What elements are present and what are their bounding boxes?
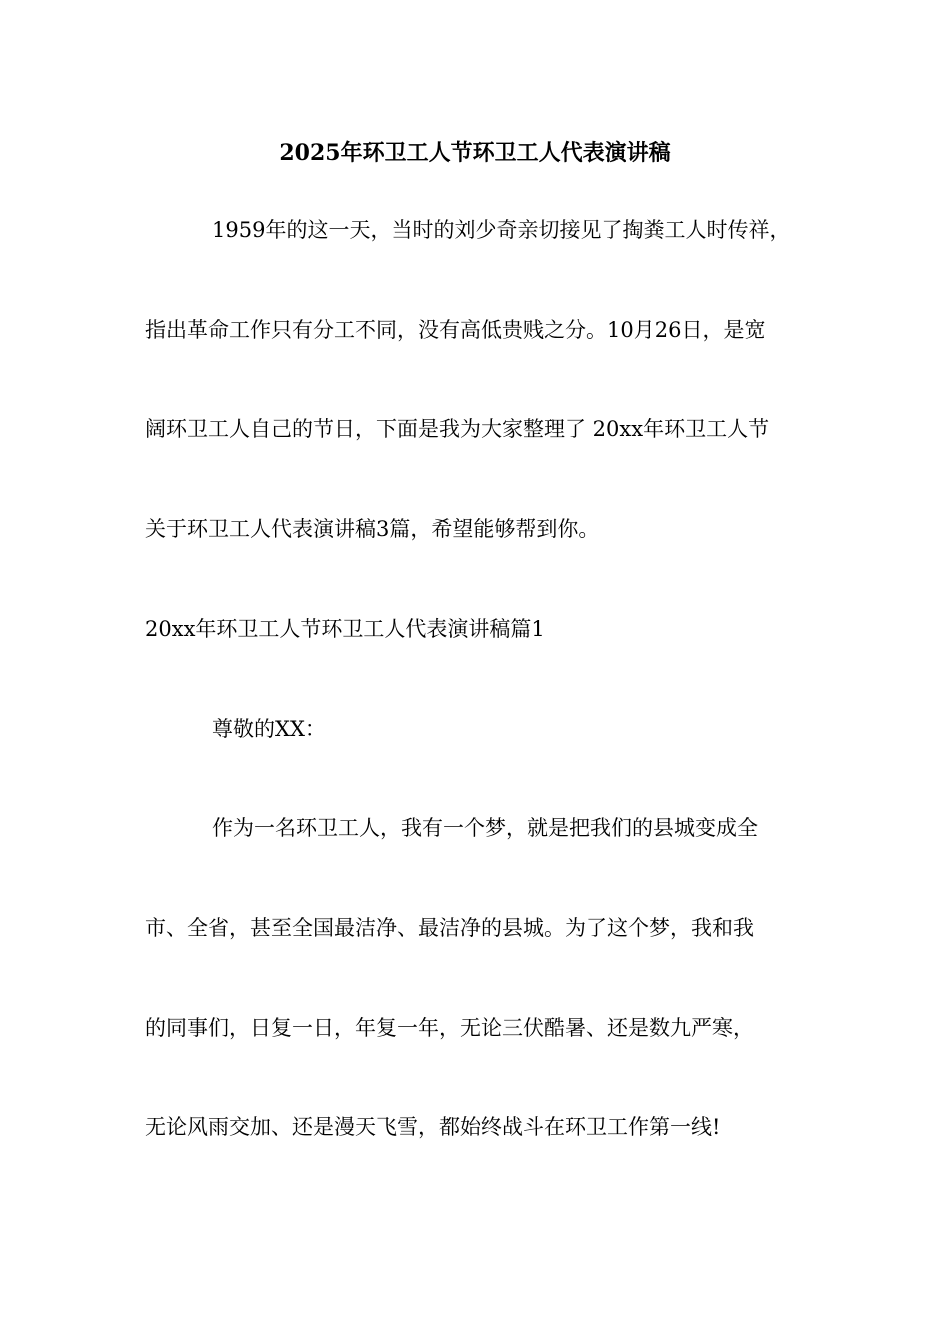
body-line-2: 市、全省，甚至全国最洁净、最洁净的县城。为了这个梦，我和我	[145, 916, 754, 940]
intro-line-2: 指出革命工作只有分工不同，没有高低贵贱之分。10月26日，是宽	[145, 318, 766, 342]
body-line-1: 作为一名环卫工人，我有一个梦，就是把我们的县城变成全	[212, 816, 758, 840]
section-heading: 20xx年环卫工人节环卫工人代表演讲稿篇1	[145, 617, 545, 641]
intro-line-3: 阔环卫工人自己的节日，下面是我为大家整理了 20xx年环卫工人节	[145, 417, 770, 441]
intro-line-1: 1959年的这一天，当时的刘少奇亲切接见了掏粪工人时传祥，	[212, 218, 791, 242]
body-line-4: 无论风雨交加、还是漫天飞雪，都始终战斗在环卫工作第一线!	[145, 1115, 721, 1139]
intro-line-4: 关于环卫工人代表演讲稿3篇，希望能够帮到你。	[145, 517, 600, 541]
salutation: 尊敬的XX：	[212, 717, 326, 741]
document-title: 2025年环卫工人节环卫工人代表演讲稿	[279, 140, 671, 166]
body-line-3: 的同事们，日复一日，年复一年，无论三伏酷暑、还是数九严寒，	[145, 1016, 754, 1040]
